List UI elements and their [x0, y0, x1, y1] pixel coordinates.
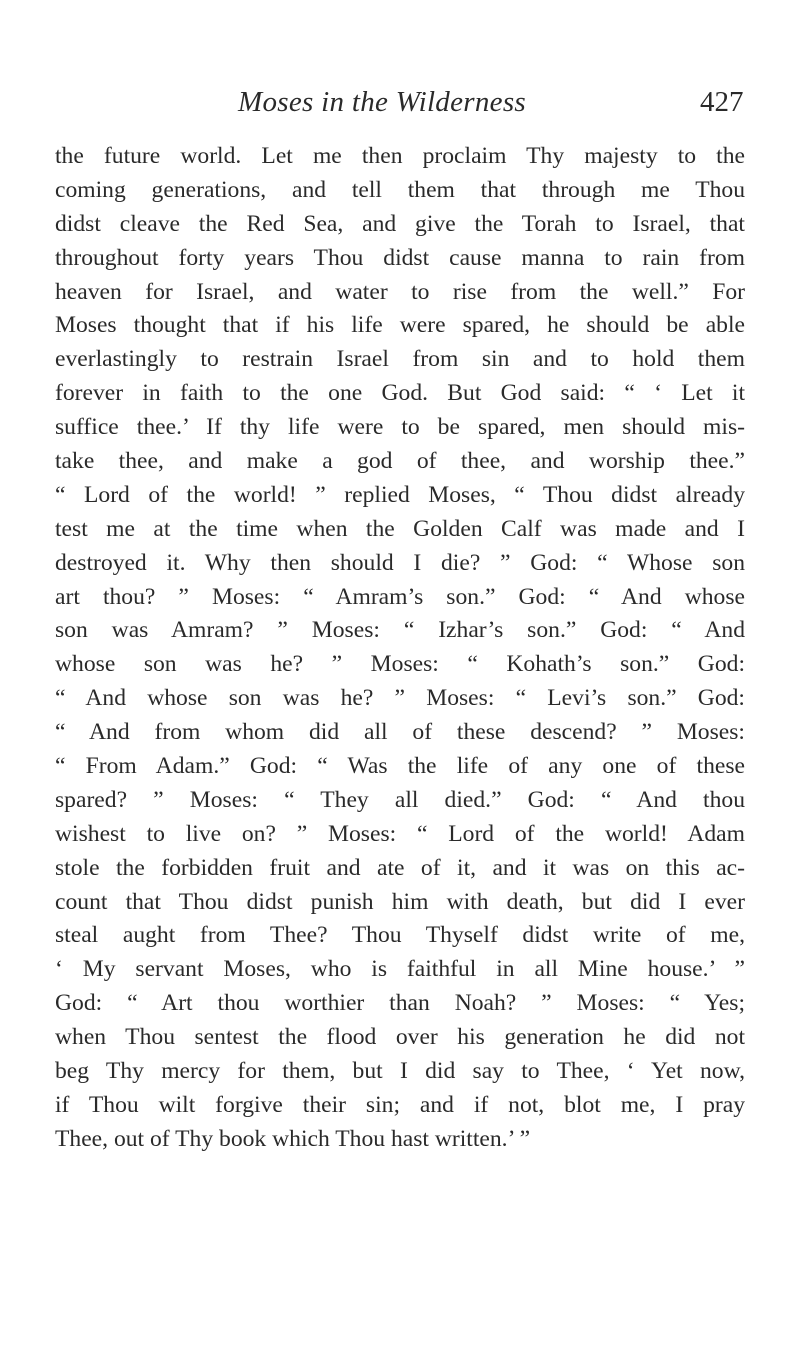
text-line: coming generations, and tell them that through me Thou [55, 176, 745, 203]
page-header [55, 0, 745, 120]
text-line: spared? ” Moses: “ They all died.” God: “ And thou [55, 786, 745, 813]
text-line: whose son was he? ” Moses: “ Kohath’s son.” God: [55, 651, 745, 678]
text-line: the future world. Let me then proclaim Thy majesty to the [55, 143, 745, 169]
text-line: throughout forty years Thou didst cause manna to rain from [55, 244, 745, 271]
book-page [55, 0, 745, 1152]
text-line: art thou? ” Moses: “ Amram’s son.” God: “ And whose [55, 583, 745, 610]
text-line: stole the forbidden fruit and ate of it, and it was on this ac- [55, 854, 745, 881]
text-line: beg Thy mercy for them, but I did say to Thee, ‘ Yet now, [55, 1058, 745, 1085]
text-line: ‘ My servant Moses, who is faithful in all Mine house.’ ” [55, 956, 745, 983]
text-line: steal aught from Thee? Thou Thyself didst write of me, [55, 922, 745, 949]
text-line: “ And whose son was he? ” Moses: “ Levi’s son.” God: [55, 685, 745, 712]
text-line: forever in faith to the one God. But God said: “ ‘ Let it [55, 380, 745, 407]
text-line: take thee, and make a god of thee, and worship thee.” [55, 448, 745, 475]
text-line: heaven for Israel, and water to rise from the well.” For [55, 278, 745, 305]
page-number: 427 [700, 86, 744, 118]
text-line: didst cleave the Red Sea, and give the Torah to Israel, that [55, 210, 745, 237]
text-line: son was Amram? ” Moses: “ Izhar’s son.” God: “ And [55, 617, 745, 644]
text-line: Thee, out of Thy book which Thou hast written.’ ” [55, 1125, 531, 1152]
text-line: when Thou sentest the flood over his generation he did not [55, 1024, 745, 1051]
text-line: “ And from whom did all of these descend? ” Moses: [55, 719, 745, 746]
text-line: count that Thou didst punish him with death, but did I ever [55, 888, 745, 915]
text-line: everlastingly to restrain Israel from sin and to hold them [55, 346, 745, 373]
text-line: test me at the time when the Golden Calf was made and I [55, 515, 745, 542]
text-line: wishest to live on? ” Moses: “ Lord of the world! Adam [55, 820, 745, 847]
text-line: Moses thought that if his life were spared, he should be able [55, 312, 745, 339]
text-line: “ Lord of the world! ” replied Moses, “ Thou didst already [55, 481, 745, 508]
text-line: “ From Adam.” God: “ Was the life of any one of these [55, 753, 745, 780]
text-line: if Thou wilt forgive their sin; and if not, blot me, I pray [55, 1091, 745, 1118]
text-line: suffice thee.’ If thy life were to be spared, men should mis- [55, 414, 745, 441]
body-text [55, 140, 745, 1157]
text-line: destroyed it. Why then should I die? ” God: “ Whose son [55, 549, 745, 576]
running-title: Moses in the Wilderness [238, 86, 527, 118]
text-line: God: “ Art thou worthier than Noah? ” Moses: “ Yes; [55, 990, 745, 1017]
